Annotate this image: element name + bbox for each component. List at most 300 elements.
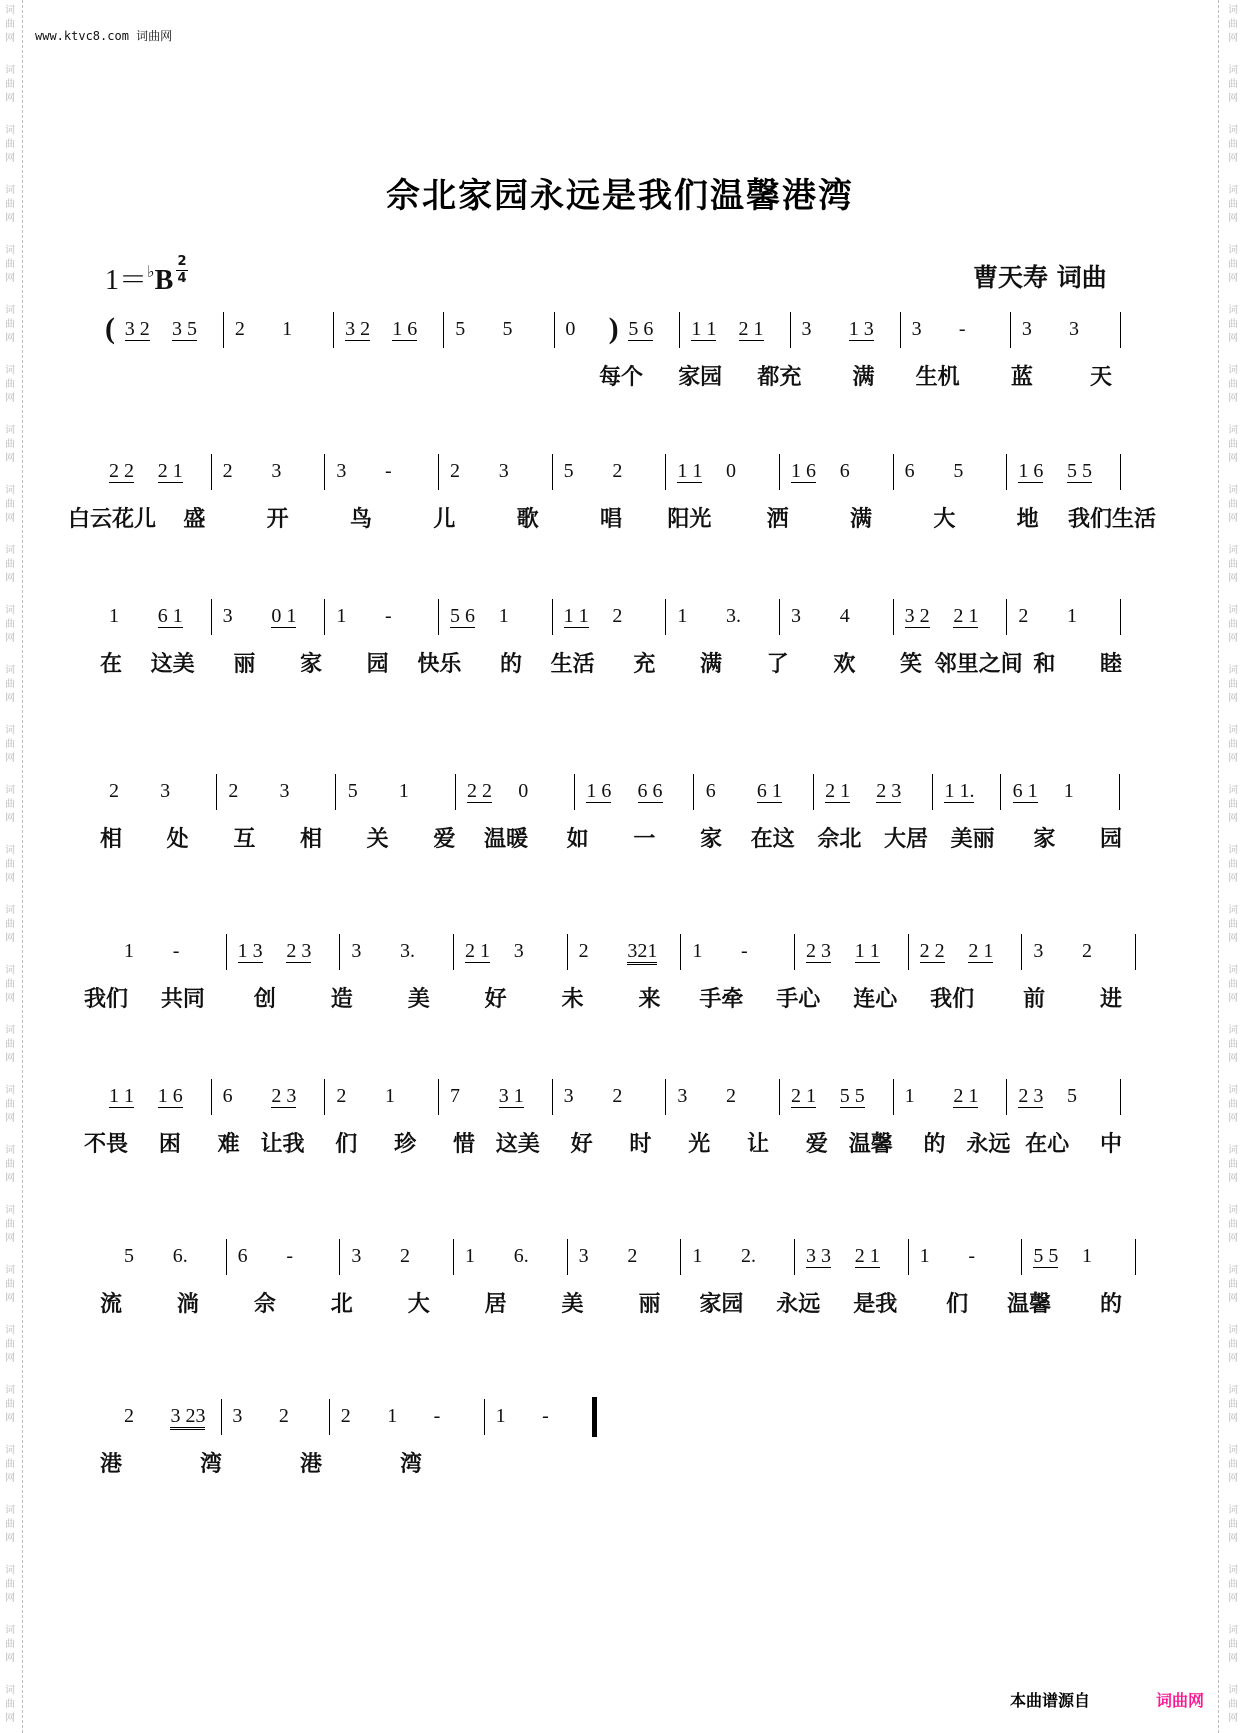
lyric-text: 充	[633, 652, 656, 677]
barline	[226, 934, 227, 970]
lyric-text: 湾	[400, 1452, 423, 1477]
note-group: 3 2	[904, 605, 930, 627]
note-group: 3.	[400, 940, 416, 962]
lyric-text: 都充	[757, 365, 802, 390]
watermark-text: 词 曲 网	[1228, 1565, 1238, 1604]
note-group: 5	[1067, 1085, 1078, 1107]
watermark-text: 词 曲 网	[1228, 1205, 1238, 1244]
note-group: 2	[612, 605, 623, 627]
flat-icon: ♭	[147, 264, 155, 281]
note-group: 2 1	[825, 780, 851, 802]
watermark-column-right	[1218, 0, 1240, 1733]
note-group: 2 2	[467, 780, 493, 802]
lyric-text: 阳光	[667, 507, 712, 532]
note-group: 0	[726, 460, 737, 482]
note-group: 2	[336, 1085, 347, 1107]
barline	[329, 1399, 330, 1435]
lyric-text: 好	[484, 987, 507, 1012]
watermark-text: 词 曲 网	[1228, 545, 1238, 584]
lyric-text: 白云花儿	[68, 507, 157, 532]
watermark-text: 词 曲 网	[5, 5, 15, 44]
lyric-text: 北	[330, 1292, 353, 1317]
note-group: 6 6	[637, 780, 663, 802]
note-group: 2.	[741, 1245, 757, 1267]
lyric-text: 我们生活	[1068, 507, 1157, 532]
note-group: 5 5	[839, 1085, 865, 1107]
note-group: 5	[124, 1245, 134, 1267]
barline	[226, 1239, 227, 1275]
watermark-text: 词 曲 网	[5, 485, 15, 524]
lyric-text: 爱	[805, 1132, 828, 1157]
watermark-text: 词 曲 网	[5, 1085, 15, 1124]
note-group: 4	[839, 605, 850, 627]
note-group: 2 1	[157, 460, 183, 482]
watermark-text: 词 曲 网	[5, 845, 15, 884]
barline	[908, 1239, 909, 1275]
lyric-text: 来	[638, 987, 661, 1012]
barline	[453, 1239, 454, 1275]
note-group: 6	[237, 1245, 248, 1267]
lyric-text: 创	[253, 987, 276, 1012]
lyric-text: 歌	[516, 507, 539, 532]
watermark-text: 词 曲 网	[1228, 245, 1238, 284]
barline	[1135, 1239, 1136, 1275]
composer-credit: 曹天寿 词曲	[973, 263, 1107, 292]
note-group: 1	[495, 1405, 506, 1427]
note-group: 1 1	[854, 940, 880, 962]
note-group: 2 1	[791, 1085, 816, 1107]
watermark-column-left	[0, 0, 22, 1733]
note-group: 1	[919, 1245, 930, 1267]
note-group: 1 1	[677, 460, 703, 482]
note-group: 3	[271, 460, 282, 482]
note-group: 2	[450, 460, 460, 482]
watermark-text: 词 曲 网	[5, 1385, 15, 1424]
barline	[680, 1239, 681, 1275]
lyric-text: 美丽	[950, 827, 995, 852]
barline	[1120, 1079, 1121, 1115]
note-group: -	[958, 318, 966, 340]
lyric-text: 快乐	[417, 652, 462, 677]
note-group: 2	[612, 460, 623, 482]
note-group: 1 6	[157, 1085, 183, 1107]
note-group: 6.	[172, 1245, 188, 1267]
note-group: 1	[677, 605, 688, 627]
note-group: 5	[502, 318, 513, 340]
note-group: -	[385, 460, 392, 482]
lyric-text: 佘	[253, 1292, 276, 1317]
barline	[680, 934, 681, 970]
note-group: 2	[1082, 940, 1093, 962]
lyric-text: 家	[700, 827, 723, 852]
barline	[665, 454, 666, 490]
note-group: 2 1	[854, 1245, 880, 1267]
barline	[438, 454, 439, 490]
note-group: 1	[1063, 780, 1074, 802]
lyric-text: 湾	[200, 1452, 223, 1477]
watermark-text: 词 曲 网	[1228, 1505, 1238, 1544]
barline	[679, 312, 680, 348]
note-group: 5 5	[1033, 1245, 1059, 1267]
barline	[216, 774, 217, 810]
note-group: 3 5	[171, 318, 197, 340]
barline	[665, 599, 666, 635]
watermark-text: 词 曲 网	[1228, 305, 1238, 344]
note-group: 3	[513, 940, 524, 962]
note-group: 1 3	[237, 940, 263, 962]
note-group: 3	[498, 460, 509, 482]
note-group: 2	[340, 1405, 351, 1427]
lyric-text: 美	[561, 1292, 584, 1317]
watermark-text: 词 曲 网	[5, 1205, 15, 1244]
lyric-text: 家	[1033, 827, 1056, 852]
watermark-text: 词 曲 网	[1228, 485, 1238, 524]
note-group: 2	[1018, 605, 1029, 627]
watermark-text: 词 曲 网	[5, 1685, 15, 1724]
note-group: 2	[726, 1085, 737, 1107]
final-barline	[592, 1397, 597, 1437]
lyric-text: 这美	[150, 652, 195, 677]
barline	[893, 599, 894, 635]
watermark-text: 词 曲 网	[5, 965, 15, 1004]
barline	[554, 312, 555, 348]
note-group: 3	[351, 1245, 362, 1267]
lyric-text: 处	[166, 827, 189, 852]
lyric-text: 丽	[233, 652, 256, 677]
barline	[324, 1079, 325, 1115]
lyric-text: 我们	[84, 987, 129, 1012]
lyric-text: 生活	[550, 652, 595, 677]
watermark-text: 词 曲 网	[1228, 125, 1238, 164]
lyric-text: 中	[1100, 1132, 1123, 1157]
lyric-text: 造	[330, 987, 353, 1012]
watermark-text: 词 曲 网	[5, 1265, 15, 1304]
note-group: 2 2	[109, 460, 134, 482]
note-group: 3	[1021, 318, 1032, 340]
barline	[438, 1079, 439, 1115]
note-group: 3 3	[806, 1245, 831, 1267]
barline	[779, 454, 780, 490]
barline	[779, 1079, 780, 1115]
barline	[324, 454, 325, 490]
note-group: 6 1	[1012, 780, 1038, 802]
time-top: 2	[177, 254, 187, 269]
note-group: 1	[1082, 1245, 1093, 1267]
lyric-text: 手牵	[699, 987, 744, 1012]
watermark-text: 词 曲 网	[1228, 1145, 1238, 1184]
watermark-text: 词 曲 网	[1228, 1685, 1238, 1724]
note-group: 6	[839, 460, 850, 482]
note-group: 1	[336, 605, 347, 627]
note-group: 2 3	[271, 1085, 297, 1107]
watermark-text: 词 曲 网	[5, 1025, 15, 1064]
barline	[1119, 774, 1120, 810]
barline	[794, 1239, 795, 1275]
lyric-text: 如	[566, 827, 589, 852]
note-group: 6	[222, 1085, 233, 1107]
note-group: 2 1	[968, 940, 994, 962]
barline	[813, 774, 814, 810]
note-group: -	[741, 940, 748, 962]
note-group: 6	[705, 780, 716, 802]
watermark-text: 词 曲 网	[5, 1505, 15, 1544]
lyric-text: 未	[561, 987, 584, 1012]
note-group: 1	[1067, 605, 1078, 627]
lyric-text: 的	[923, 1132, 946, 1157]
barline	[1006, 454, 1007, 490]
note-group: 1	[385, 1085, 396, 1107]
barline	[790, 312, 791, 348]
watermark-text: 词 曲 网	[5, 125, 15, 164]
lyric-text: 是我	[853, 1292, 898, 1317]
note-group: 3	[578, 1245, 589, 1267]
dashed-divider	[22, 0, 23, 1733]
lyric-text: 鸟	[350, 507, 373, 532]
lyric-text: 儿	[433, 507, 456, 532]
note-group: 3	[1033, 940, 1044, 962]
lyric-text: 连心	[853, 987, 898, 1012]
lyric-text: 温暖	[484, 827, 529, 852]
lyric-text: 让	[747, 1132, 770, 1157]
lyric-text: 大	[933, 507, 956, 532]
watermark-text: 词 曲 网	[5, 1325, 15, 1364]
note-group: 1	[465, 1245, 475, 1267]
note-group: 2	[627, 1245, 638, 1267]
lyric-text: 满	[700, 652, 723, 677]
barline	[1120, 312, 1121, 348]
lyric-text: 佘北	[817, 827, 862, 852]
lyric-text: 在这	[750, 827, 795, 852]
barline	[455, 774, 456, 810]
lyric-text: 互	[233, 827, 256, 852]
note-group: 2	[234, 318, 245, 340]
watermark-text: 词 曲 网	[1228, 1085, 1238, 1124]
lyric-text: 满	[852, 365, 875, 390]
watermark-text: 词 曲 网	[5, 1145, 15, 1184]
note-group: 3 2	[345, 318, 371, 340]
note-group: 1	[282, 318, 293, 340]
watermark-text: 词 曲 网	[5, 605, 15, 644]
lyric-text: 家园	[678, 365, 723, 390]
note-group: 7	[450, 1085, 460, 1107]
lyric-text: 难	[217, 1132, 240, 1157]
note-group: 1	[692, 940, 703, 962]
note-group: 1	[692, 1245, 703, 1267]
note-group: 2 1	[738, 318, 764, 340]
barline	[794, 934, 795, 970]
note-group: 1 1	[691, 318, 717, 340]
lyric-text: 们	[335, 1132, 358, 1157]
watermark-text: 词 曲 网	[5, 1565, 15, 1604]
lyric-text: 进	[1100, 987, 1123, 1012]
barline	[1120, 454, 1121, 490]
lyric-text: 邻里之间	[934, 652, 1023, 677]
watermark-text: 词 曲 网	[5, 65, 15, 104]
note-group: 2 3	[806, 940, 831, 962]
lyric-text: 居	[484, 1292, 507, 1317]
lyric-text: 丽	[638, 1292, 661, 1317]
barline	[1120, 599, 1121, 635]
note-group: 1 1	[109, 1085, 134, 1107]
lyric-text: 流	[100, 1292, 123, 1317]
lyric-text: 永远	[776, 1292, 821, 1317]
note-group: 3 23	[170, 1405, 205, 1430]
watermark-text: 词 曲 网	[5, 425, 15, 464]
lyric-text: 困	[158, 1132, 181, 1157]
lyric-text: 和	[1033, 652, 1056, 677]
note-group: 2 2	[919, 940, 945, 962]
lyric-text: 的	[500, 652, 523, 677]
note-group: 1	[109, 605, 119, 627]
note-group: 1	[498, 605, 509, 627]
barline	[339, 1239, 340, 1275]
barline	[453, 934, 454, 970]
note-group: 3	[279, 780, 290, 802]
barline	[223, 312, 224, 348]
lyric-text: 满	[850, 507, 873, 532]
barline	[1021, 1239, 1022, 1275]
watermark-text: 词 曲 网	[1228, 905, 1238, 944]
barline	[443, 312, 444, 348]
watermark-text: 词 曲 网	[5, 545, 15, 584]
note-group: 5	[953, 460, 964, 482]
watermark-text: 词 曲 网	[5, 665, 15, 704]
lyric-text: 前	[1023, 987, 1046, 1012]
barline	[665, 1079, 666, 1115]
lyric-text: 相	[300, 827, 323, 852]
lyric-text: 生机	[915, 365, 960, 390]
watermark-text: 词 曲 网	[1228, 1445, 1238, 1484]
note-group: -	[385, 605, 392, 627]
barline	[211, 454, 212, 490]
note-group: -	[968, 1245, 976, 1267]
lyric-text: 园	[1100, 827, 1123, 852]
note-group: 1 6	[586, 780, 612, 802]
note-group: -	[433, 1405, 441, 1427]
lyric-text: 光	[688, 1132, 711, 1157]
note-group: 3	[232, 1405, 243, 1427]
watermark-text: 词 曲 网	[1228, 1385, 1238, 1424]
barline	[1006, 599, 1007, 635]
barline	[693, 774, 694, 810]
lyric-text: 天	[1090, 365, 1113, 390]
lyric-text: 们	[946, 1292, 969, 1317]
note-group: 1	[124, 940, 134, 962]
watermark-text: 词 曲 网	[5, 785, 15, 824]
lyric-text: 珍	[394, 1132, 417, 1157]
barline	[333, 312, 334, 348]
note-group: 3	[791, 605, 801, 627]
lyric-text: 家园	[699, 1292, 744, 1317]
lyric-text: 让我	[260, 1132, 305, 1157]
barline	[339, 934, 340, 970]
key-prefix: 1＝	[105, 265, 148, 296]
watermark-text: 词 曲 网	[1228, 185, 1238, 224]
watermark-text: 词 曲 网	[5, 905, 15, 944]
lyric-text: 不畏	[84, 1132, 129, 1157]
barline	[221, 1399, 222, 1435]
lyric-text: 共同	[160, 987, 205, 1012]
lyric-text: 睦	[1100, 652, 1123, 677]
barline	[1006, 1079, 1007, 1115]
lyric-text: 地	[1016, 507, 1039, 532]
lyric-text: 关	[366, 827, 389, 852]
barline	[567, 934, 568, 970]
lyric-text: 在	[100, 652, 123, 677]
note-group: 3	[801, 318, 812, 340]
note-group: 1 1	[563, 605, 589, 627]
lyric-text: 我们	[930, 987, 975, 1012]
repeat-paren: )	[608, 312, 619, 345]
note-group: 3 2	[124, 318, 150, 340]
lyric-text: 每个	[599, 365, 644, 390]
watermark-text: 词 曲 网	[1228, 5, 1238, 44]
note-group: 2 1	[953, 1085, 979, 1107]
note-group: 5 6	[628, 318, 654, 340]
note-group: 2	[109, 780, 119, 802]
lyric-text: 温馨	[1007, 1292, 1052, 1317]
note-group: 3	[563, 1085, 574, 1107]
note-group: 1 6	[791, 460, 816, 482]
lyric-text: 欢	[833, 652, 856, 677]
site-url: www.ktvc8.com 词曲网	[35, 29, 173, 43]
barline	[1021, 934, 1022, 970]
lyric-text: 港	[100, 1452, 123, 1477]
lyric-text: 温馨	[848, 1132, 893, 1157]
note-group: -	[172, 940, 180, 962]
note-group: 2 1	[465, 940, 490, 962]
note-group: 2	[222, 460, 233, 482]
song-title: 佘北家园永远是我们温馨港湾	[386, 176, 854, 216]
note-group: 0	[518, 780, 529, 802]
lyric-text: 港	[300, 1452, 323, 1477]
footer-source-brand[interactable]: 词曲网	[1156, 1691, 1205, 1710]
note-group: 5	[563, 460, 574, 482]
lyric-text: 时	[629, 1132, 652, 1157]
barline	[1135, 934, 1136, 970]
barline	[900, 312, 901, 348]
time-bottom: 4	[177, 271, 187, 286]
repeat-paren: (	[105, 312, 115, 345]
lyric-text: 大居	[884, 827, 929, 852]
watermark-text: 词 曲 网	[1228, 1025, 1238, 1064]
lyric-text: 洒	[766, 507, 789, 532]
note-group: 1	[904, 1085, 915, 1107]
note-group: 3	[677, 1085, 688, 1107]
lyric-text: 的	[1100, 1292, 1123, 1317]
note-group: 2	[278, 1405, 289, 1427]
watermark-text: 词 曲 网	[1228, 365, 1238, 404]
barline	[908, 934, 909, 970]
lyric-text: 好	[570, 1132, 593, 1157]
barline	[574, 774, 575, 810]
watermark-text: 词 曲 网	[5, 1445, 15, 1484]
watermark-text: 词 曲 网	[1228, 1625, 1238, 1664]
key-signature	[105, 258, 173, 298]
note-group: 1 3	[848, 318, 874, 340]
watermark-text: 词 曲 网	[1228, 1325, 1238, 1364]
barline	[484, 1399, 485, 1435]
note-group: 6 1	[157, 605, 183, 627]
barline	[779, 599, 780, 635]
lyric-text: 永远	[966, 1132, 1011, 1157]
watermark-text: 词 曲 网	[5, 365, 15, 404]
watermark-text: 词 曲 网	[1228, 605, 1238, 644]
note-group: 2 1	[953, 605, 979, 627]
watermark-text: 词 曲 网	[1228, 65, 1238, 104]
note-group: 0	[565, 318, 576, 340]
lyric-text: 这美	[495, 1132, 540, 1157]
